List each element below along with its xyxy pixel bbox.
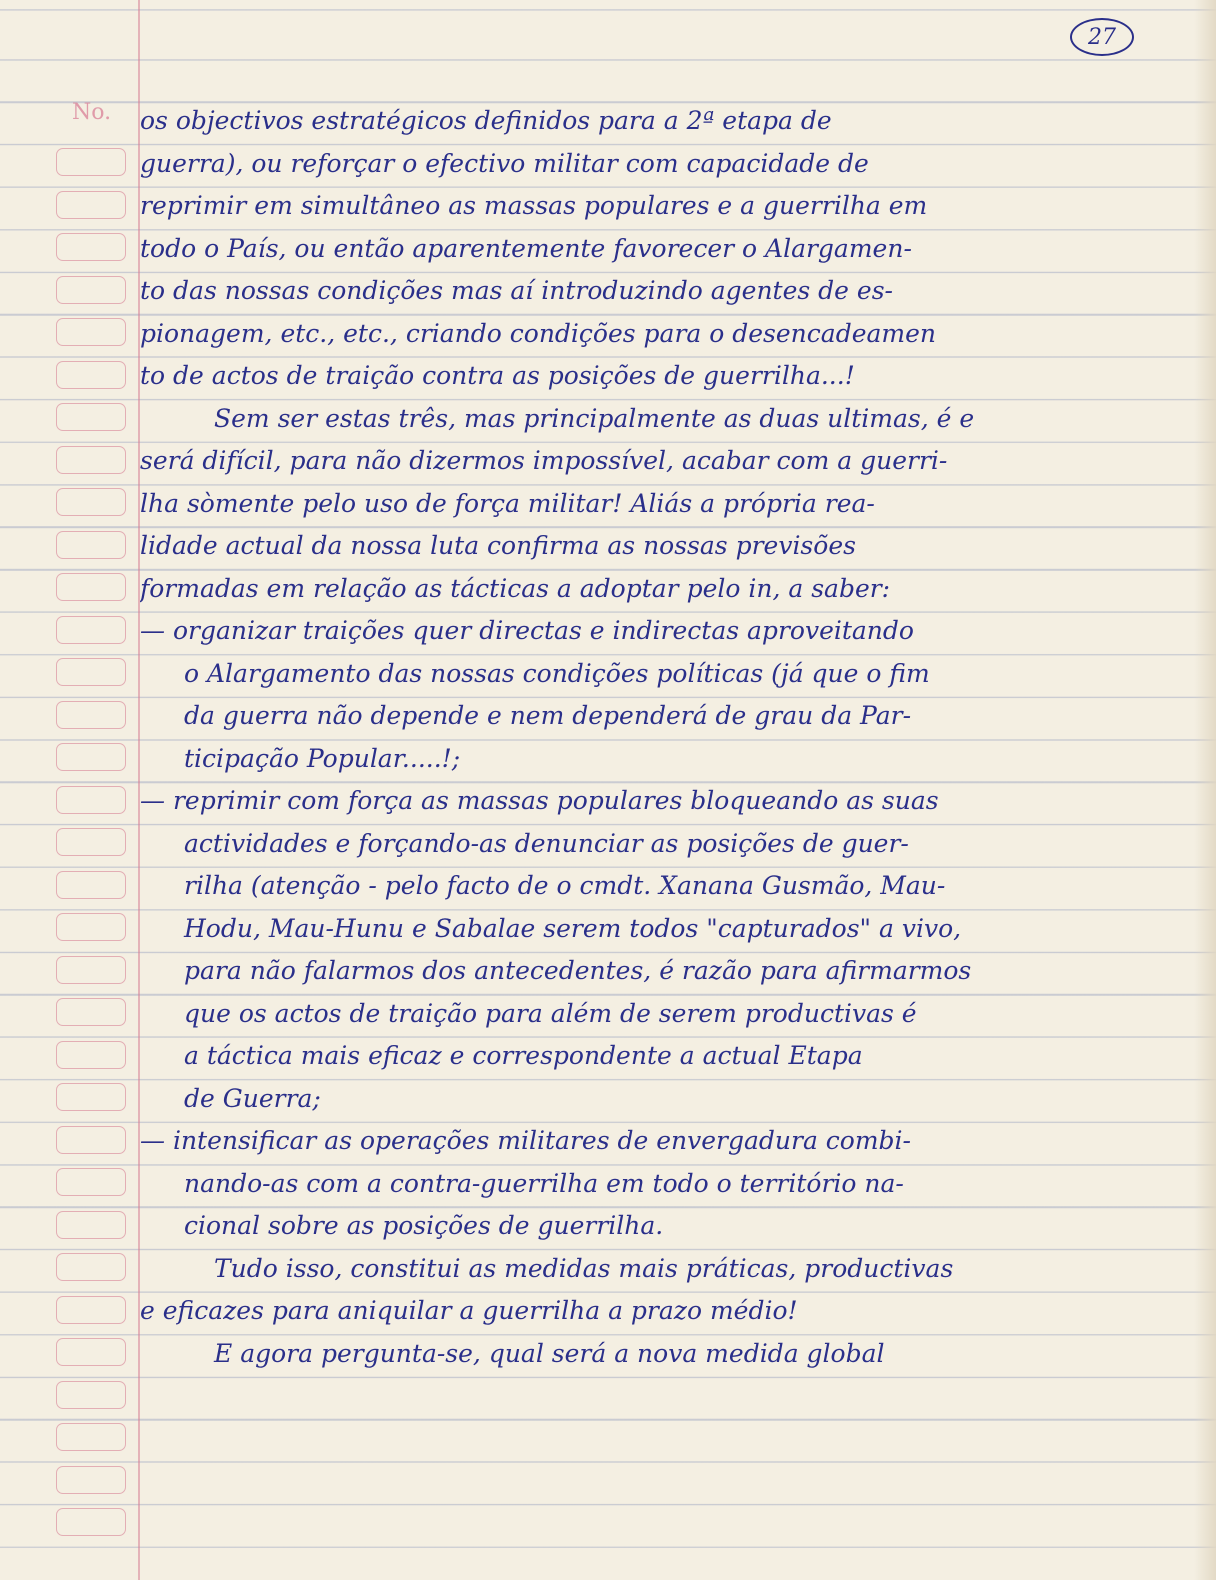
- margin-tab: [56, 1381, 126, 1409]
- margin-tab: [56, 871, 126, 899]
- text-line: to de actos de traição contra as posições de guerrilha...!: [140, 361, 855, 390]
- margin-tab: [56, 318, 126, 346]
- text-line: pionagem, etc., etc., criando condições para o desencadeamen: [140, 318, 936, 348]
- margin-tab: [56, 998, 126, 1026]
- margin-tab: [56, 233, 126, 261]
- margin-tab: [56, 701, 126, 729]
- margin-tab: [56, 148, 126, 176]
- text-line: E agora pergunta-se, qual será a nova medida global: [214, 1338, 885, 1368]
- text-line: e eficazes para aniquilar a guerrilha a prazo médio!: [140, 1296, 798, 1325]
- number-stamp: No.: [72, 100, 112, 125]
- margin-tab: [56, 956, 126, 984]
- margin-tab: [56, 913, 126, 941]
- text-line: de Guerra;: [184, 1083, 321, 1113]
- margin-tab: [56, 743, 126, 771]
- margin-tab: [56, 191, 126, 219]
- margin-tab: [56, 1168, 126, 1196]
- text-line: formadas em relação as tácticas a adoptar pelo in, a saber:: [140, 573, 891, 603]
- text-line: reprimir em simultâneo as massas populares e a guerrilha em: [140, 191, 928, 220]
- margin-tab: [56, 531, 126, 559]
- text-line: o Alargamento das nossas condições políticas (já que o fim: [184, 658, 930, 688]
- margin-tab: [56, 1083, 126, 1111]
- margin-tab: [56, 1126, 126, 1154]
- margin-tab: [56, 1211, 126, 1239]
- margin-tab: [56, 403, 126, 431]
- list-item: — reprimir com força as massas populares bloqueando as suas: [140, 786, 939, 815]
- text-line: lidade actual da nossa luta confirma as nossas previsões: [140, 531, 856, 560]
- margin-tab: [56, 361, 126, 389]
- margin-tab: [56, 573, 126, 601]
- margin-tab: [56, 1508, 126, 1536]
- text-line: lha sòmente pelo uso de força militar! Aliás a própria rea-: [140, 488, 875, 518]
- text-line: Sem ser estas três, mas principalmente as duas ultimas, é e: [214, 403, 975, 433]
- margin-tab: [56, 488, 126, 516]
- text-line: to das nossas condições mas aí introduzindo agentes de es-: [140, 276, 893, 305]
- margin-tabs: [56, 148, 128, 1551]
- text-line: todo o País, ou então aparentemente favorecer o Alargamen-: [140, 233, 912, 263]
- text-line: guerra), ou reforçar o efectivo militar com capacidade de: [140, 148, 869, 178]
- text-line: actividades e forçando-as denunciar as posições de guer-: [184, 828, 909, 858]
- handwritten-text: [140, 100, 1190, 1375]
- text-line: que os actos de traição para além de serem productivas é: [184, 998, 917, 1028]
- text-line: nando-as com a contra-guerrilha em todo o território na-: [184, 1168, 904, 1198]
- margin-tab: [56, 786, 126, 814]
- page-edge: [1194, 0, 1216, 1580]
- margin-tab: [56, 446, 126, 474]
- margin-tab: [56, 1253, 126, 1281]
- margin-tab: [56, 1338, 126, 1366]
- page-number-text: 27: [1088, 24, 1116, 50]
- margin-tab: [56, 1423, 126, 1451]
- margin-tab: [56, 1466, 126, 1494]
- text-line: rilha (atenção - pelo facto de o cmdt. Xanana Gusmão, Mau-: [184, 871, 946, 900]
- margin-tab: [56, 1296, 126, 1324]
- text-line: da guerra não depende e nem dependerá de grau da Par-: [184, 701, 912, 730]
- text-line: cional sobre as posições de guerrilha.: [184, 1211, 664, 1240]
- list-item: — organizar traições quer directas e indirectas aproveitando: [140, 616, 914, 645]
- text-line: Tudo isso, constitui as medidas mais práticas, productivas: [214, 1253, 954, 1283]
- margin-tab: [56, 1041, 126, 1069]
- list-item: — intensificar as operações militares de envergadura combi-: [140, 1126, 911, 1155]
- text-line: Hodu, Mau-Hunu e Sabalae serem todos "capturados" a vivo,: [184, 913, 962, 943]
- margin-tab: [56, 658, 126, 686]
- margin-tab: [56, 828, 126, 856]
- text-line: ticipação Popular.....!;: [184, 743, 461, 773]
- margin-tab: [56, 276, 126, 304]
- text-line: será difícil, para não dizermos impossível, acabar com a guerri-: [140, 446, 948, 475]
- text-line: a táctica mais eficaz e correspondente a actual Etapa: [184, 1041, 863, 1070]
- margin-tab: [56, 616, 126, 644]
- text-line: os objectivos estratégicos definidos para a 2ª etapa de: [140, 106, 832, 135]
- page-number: [1070, 18, 1134, 56]
- text-line: para não falarmos dos antecedentes, é razão para afirmarmos: [184, 956, 972, 985]
